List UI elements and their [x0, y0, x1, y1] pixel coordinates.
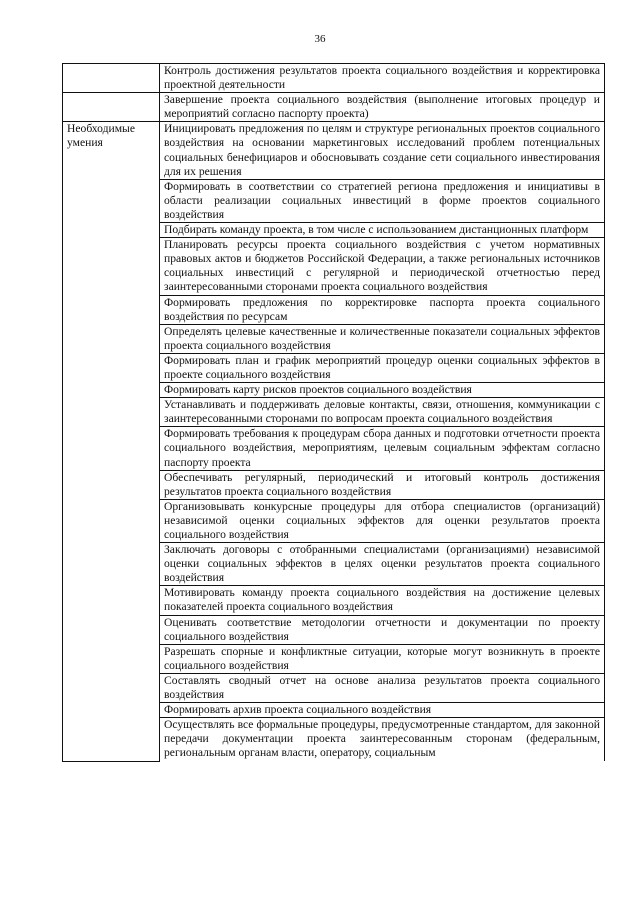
- skill-text: Обеспечивать регулярный, периодический и итоговый контроль достижения результатов проекта социального воздействия: [164, 470, 600, 498]
- value-cell: [160, 93, 605, 122]
- skill-cell: [160, 673, 605, 702]
- skill-cell: [160, 179, 605, 222]
- skill-cell: [160, 295, 605, 324]
- skill-cell: [160, 353, 605, 382]
- skill-text: Разрешать спорные и конфликтные ситуации, которые могут возникнуть в проекте социального воздействия: [164, 644, 600, 672]
- skill-cell: [160, 543, 605, 586]
- skill-cell: [160, 122, 605, 179]
- table-row: [63, 93, 605, 122]
- skill-cell: [160, 324, 605, 353]
- skill-text: Формировать план и график мероприятий процедур оценки социальных эффектов в проекте социального воздействия: [164, 353, 600, 381]
- skills-label-cell: [63, 122, 160, 761]
- skill-text: Составлять сводный отчет на основе анализа результатов проекта социального воздействия: [164, 673, 600, 702]
- value-cell: [160, 64, 605, 93]
- skill-cell: [160, 223, 605, 238]
- skill-text: Организовывать конкурсные процедуры для отбора специалистов (организаций) независимой оценки социальных эффектов для оценки результатов проекта социального воздействия: [164, 499, 600, 541]
- skill-text: Подбирать команду проекта, в том числе с использованием дистанционных платформ: [164, 223, 589, 237]
- skill-text: Планировать ресурсы проекта социального воздействия с учетом нормативных правовых актов и бюджетов Российской Федерации, а также региональных источников социальных инвестиций с регулярной и периодической отчетностью перед заинтересованными сторонами проекта социального воздействия: [164, 238, 600, 294]
- skill-cell: [160, 718, 605, 762]
- skill-cell: [160, 383, 605, 398]
- skill-cell: [160, 586, 605, 615]
- skill-text: Формировать карту рисков проектов социального воздействия: [164, 383, 472, 397]
- table-row: [63, 122, 605, 179]
- table-row: [63, 64, 605, 93]
- skill-text: Оценивать соответствие методологии отчетности и документации по проекту социального воздействия: [164, 615, 600, 643]
- competency-table: [62, 63, 605, 762]
- action-text: Контроль достижения результатов проекта социального воздействия и корректировка проектной деятельности: [164, 64, 600, 92]
- skill-text: Заключать договоры с отобранными специалистами (организациями) независимой оценки социальных эффектов в целях оценки результатов проекта социального воздействия: [164, 543, 600, 585]
- skill-cell: [160, 238, 605, 295]
- page-number: 36: [314, 33, 326, 45]
- action-text: Завершение проекта социального воздействия (выполнение итоговых процедур и мероприятий согласно паспорту проекта): [164, 93, 600, 121]
- skill-text: Формировать требования к процедурам сбора данных и подготовки отчетности проекта социального воздействия, мероприятиям, целевым социальным эффектам согласно паспорту проекта: [164, 427, 600, 469]
- skill-cell: [160, 703, 605, 718]
- skill-text: Устанавливать и поддерживать деловые контакты, связи, отношения, коммуникации с заинтересованными сторонами по вопросам проекта социального воздействия: [164, 398, 600, 426]
- skill-text: Мотивировать команду проекта социального воздействия на достижение целевых показателей проекта социального воздействия: [164, 586, 600, 614]
- label-cell: [63, 93, 160, 122]
- skill-cell: [160, 470, 605, 499]
- skill-cell: [160, 427, 605, 470]
- skill-text: Инициировать предложения по целям и структуре региональных проектов социального воздействия на основании маркетинговых исследований проблем потенциальных социальных бенефициаров и обосновывать создание сети социального инвестирования для их решения: [164, 122, 600, 178]
- label-cell: [63, 64, 160, 93]
- skill-text: Формировать архив проекта социального воздействия: [164, 703, 432, 717]
- skill-text: Осуществлять все формальные процедуры, предусмотренные стандартом, для законной передачи документации проекта заинтересованным сторонам (федеральным, региональным органам власти, оператору, социальным: [164, 718, 600, 760]
- skills-label: Необходимые умения: [67, 122, 135, 150]
- skill-cell: [160, 615, 605, 644]
- skill-text: Определять целевые качественные и количественные показатели социальных эффектов проекта социального воздействия: [164, 324, 600, 352]
- skill-text: Формировать в соответствии со стратегией региона предложения и инициативы в области реализации социальных инвестиций в форме проектов социального воздействия: [164, 179, 600, 221]
- skill-cell: [160, 499, 605, 542]
- skill-cell: [160, 644, 605, 673]
- skill-cell: [160, 398, 605, 427]
- skill-text: Формировать предложения по корректировке паспорта проекта социального воздействия по ресурсам: [164, 295, 600, 323]
